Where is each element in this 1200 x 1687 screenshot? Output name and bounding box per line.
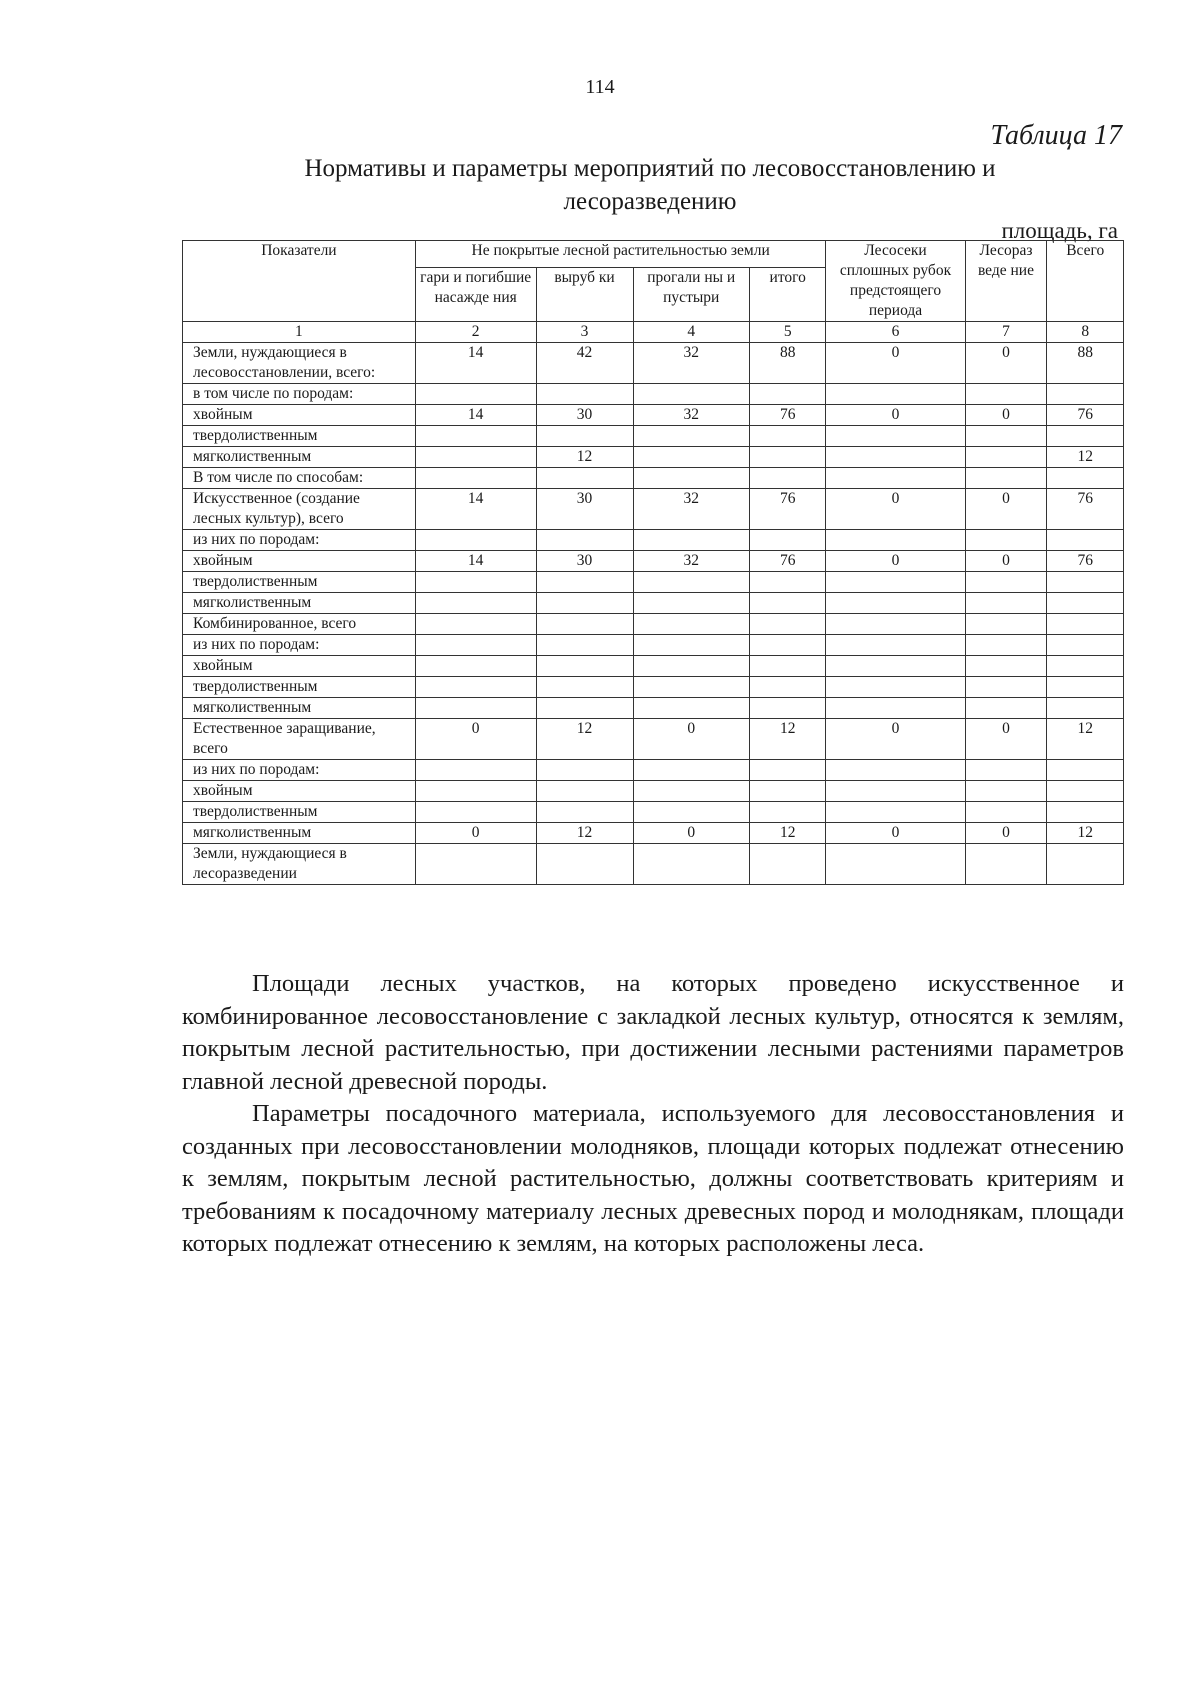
column-number-row bbox=[183, 322, 1124, 343]
table-cell bbox=[415, 468, 536, 489]
table-cell bbox=[1047, 530, 1124, 551]
table-cell bbox=[633, 802, 749, 823]
row-label: хвойным bbox=[183, 551, 416, 572]
table-cell bbox=[965, 844, 1047, 885]
table-cell bbox=[826, 468, 965, 489]
table-cell bbox=[633, 468, 749, 489]
table-cell bbox=[965, 426, 1047, 447]
table-cell bbox=[826, 426, 965, 447]
table-row bbox=[183, 614, 1124, 635]
table-cell bbox=[965, 656, 1047, 677]
table-cell bbox=[415, 760, 536, 781]
table-cell bbox=[749, 656, 826, 677]
table-cell bbox=[749, 698, 826, 719]
row-label: твердолиственным bbox=[183, 426, 416, 447]
table-cell bbox=[536, 384, 633, 405]
table-cell bbox=[749, 781, 826, 802]
column-number: 4 bbox=[633, 322, 749, 343]
column-number: 3 bbox=[536, 322, 633, 343]
table-cell: 30 bbox=[536, 551, 633, 572]
table-cell bbox=[1047, 677, 1124, 698]
table-cell bbox=[826, 698, 965, 719]
paragraph: Параметры посадочного материала, используемого для лесовосстановления и созданных при лесовосстановлении молодняков, площади которых подлежат отнесению к землям, покрытым лесной растительностью, должны соответствовать критериям и требованиям к посадочному материалу лесных древесных пород и молоднякам, площади которых подлежат отнесению к землям, на которых расположены леса. bbox=[182, 1100, 1124, 1257]
table-cell bbox=[749, 677, 826, 698]
column-number: 5 bbox=[749, 322, 826, 343]
table-cell bbox=[749, 530, 826, 551]
table-cell: 0 bbox=[826, 551, 965, 572]
table-cell bbox=[749, 614, 826, 635]
table-cell bbox=[965, 781, 1047, 802]
table-cell: 0 bbox=[415, 823, 536, 844]
table-cell bbox=[749, 593, 826, 614]
table-cell bbox=[1047, 844, 1124, 885]
table-cell: 76 bbox=[749, 551, 826, 572]
table-cell bbox=[826, 447, 965, 468]
table-cell bbox=[536, 698, 633, 719]
row-label: из них по породам: bbox=[183, 530, 416, 551]
unit-label: площадь, га bbox=[1001, 218, 1118, 243]
table-cell bbox=[415, 635, 536, 656]
table-cell: 12 bbox=[1047, 719, 1124, 760]
row-label: Искусственное (создание лесных культур), всего bbox=[183, 489, 416, 530]
table-cell: 32 bbox=[633, 489, 749, 530]
table-cell bbox=[415, 802, 536, 823]
table-cell bbox=[633, 677, 749, 698]
table-cell bbox=[415, 530, 536, 551]
table-cell bbox=[633, 781, 749, 802]
table-cell bbox=[749, 635, 826, 656]
table-cell: 76 bbox=[749, 489, 826, 530]
header-indicators: Показатели bbox=[183, 241, 416, 322]
table-cell: 32 bbox=[633, 343, 749, 384]
table-cell bbox=[415, 572, 536, 593]
table-cell: 0 bbox=[965, 719, 1047, 760]
row-label: твердолиственным bbox=[183, 572, 416, 593]
table-cell bbox=[749, 760, 826, 781]
table-cell: 0 bbox=[965, 405, 1047, 426]
header-afforestation: Лесораз веде ние bbox=[965, 241, 1047, 322]
header-clearings: прогали ны и пустыри bbox=[633, 268, 749, 322]
header-total: Всего bbox=[1047, 241, 1124, 322]
table-cell bbox=[749, 447, 826, 468]
table-cell bbox=[1047, 656, 1124, 677]
table-row bbox=[183, 760, 1124, 781]
table-cell bbox=[415, 656, 536, 677]
table-row bbox=[183, 802, 1124, 823]
row-label: хвойным bbox=[183, 405, 416, 426]
table-cell: 0 bbox=[415, 719, 536, 760]
table-cell bbox=[965, 760, 1047, 781]
table-cell: 0 bbox=[633, 719, 749, 760]
table-row bbox=[183, 844, 1124, 885]
table-cell: 88 bbox=[1047, 343, 1124, 384]
table-cell bbox=[965, 530, 1047, 551]
table-cell bbox=[536, 530, 633, 551]
table-cell bbox=[965, 802, 1047, 823]
table-row bbox=[183, 677, 1124, 698]
table-cell bbox=[965, 635, 1047, 656]
table-cell: 0 bbox=[965, 551, 1047, 572]
table-cell: 76 bbox=[1047, 551, 1124, 572]
row-label: Земли, нуждающиеся в лесовосстановлении, всего: bbox=[183, 343, 416, 384]
table-row bbox=[183, 719, 1124, 760]
row-label: из них по породам: bbox=[183, 760, 416, 781]
table-row bbox=[183, 698, 1124, 719]
table-cell bbox=[536, 844, 633, 885]
table-cell: 12 bbox=[749, 719, 826, 760]
header-burned: гари и погибшие насажде ния bbox=[415, 268, 536, 322]
table-cell bbox=[826, 844, 965, 885]
table-cell bbox=[415, 614, 536, 635]
column-number: 8 bbox=[1047, 322, 1124, 343]
table-cell: 12 bbox=[536, 719, 633, 760]
row-label: Комбинированное, всего bbox=[183, 614, 416, 635]
table-cell: 12 bbox=[536, 823, 633, 844]
header-cuttings: выруб ки bbox=[536, 268, 633, 322]
header-clear-cut-areas: Лесосеки сплошных рубок предстоящего периода bbox=[826, 241, 965, 322]
table-cell: 12 bbox=[1047, 823, 1124, 844]
table-cell bbox=[536, 760, 633, 781]
header-not-covered-lands: Не покрытые лесной растительностью земли bbox=[415, 241, 826, 268]
table-cell bbox=[826, 802, 965, 823]
row-label: из них по породам: bbox=[183, 635, 416, 656]
table-cell bbox=[826, 384, 965, 405]
table-cell: 0 bbox=[633, 823, 749, 844]
table-cell bbox=[536, 635, 633, 656]
row-label: мягколиственным bbox=[183, 698, 416, 719]
table-cell bbox=[415, 677, 536, 698]
table-cell: 32 bbox=[633, 405, 749, 426]
table-cell bbox=[633, 760, 749, 781]
page-number: 114 bbox=[585, 76, 615, 98]
norms-table bbox=[182, 240, 1124, 885]
table-cell bbox=[536, 614, 633, 635]
table-cell bbox=[536, 593, 633, 614]
table-cell bbox=[965, 468, 1047, 489]
table-cell bbox=[415, 384, 536, 405]
table-cell bbox=[826, 593, 965, 614]
column-number: 1 bbox=[183, 322, 416, 343]
row-label: твердолиственным bbox=[183, 802, 416, 823]
table-cell bbox=[826, 572, 965, 593]
row-label: твердолиственным bbox=[183, 677, 416, 698]
column-number: 6 bbox=[826, 322, 965, 343]
table-cell bbox=[536, 572, 633, 593]
table-cell bbox=[536, 468, 633, 489]
table-row bbox=[183, 405, 1124, 426]
table-cell bbox=[415, 426, 536, 447]
table-cell bbox=[1047, 760, 1124, 781]
row-label: хвойным bbox=[183, 781, 416, 802]
table-cell bbox=[536, 802, 633, 823]
table-cell bbox=[826, 614, 965, 635]
table-cell: 76 bbox=[1047, 489, 1124, 530]
table-cell bbox=[633, 656, 749, 677]
table-body bbox=[183, 343, 1124, 885]
table-cell bbox=[1047, 802, 1124, 823]
table-cell bbox=[536, 781, 633, 802]
table-cell: 12 bbox=[536, 447, 633, 468]
body-text bbox=[182, 968, 1124, 1261]
table-row bbox=[183, 530, 1124, 551]
table-cell bbox=[749, 468, 826, 489]
table-cell bbox=[633, 530, 749, 551]
table-cell bbox=[826, 656, 965, 677]
table-row bbox=[183, 593, 1124, 614]
table-row bbox=[183, 426, 1124, 447]
table-cell bbox=[965, 593, 1047, 614]
table-cell bbox=[536, 426, 633, 447]
table-row bbox=[183, 551, 1124, 572]
table-cell bbox=[633, 593, 749, 614]
table-cell bbox=[633, 698, 749, 719]
table-cell bbox=[1047, 698, 1124, 719]
paragraph: Площади лесных участков, на которых проведено искусственное и комбинированное лесовосстановление с закладкой лесных культур, относятся к землям, покрытым лесной растительностью, при достижении лесными растениями параметров главной лесной древесной породы. bbox=[182, 970, 1124, 1095]
table-cell bbox=[415, 698, 536, 719]
table-cell: 32 bbox=[633, 551, 749, 572]
table-cell bbox=[826, 677, 965, 698]
table-cell: 76 bbox=[749, 405, 826, 426]
table-row bbox=[183, 572, 1124, 593]
table-cell: 14 bbox=[415, 343, 536, 384]
table-cell: 0 bbox=[826, 489, 965, 530]
table-cell: 30 bbox=[536, 489, 633, 530]
column-number: 2 bbox=[415, 322, 536, 343]
table-cell bbox=[965, 572, 1047, 593]
table-cell: 0 bbox=[965, 823, 1047, 844]
table-cell bbox=[749, 572, 826, 593]
table-cell bbox=[965, 447, 1047, 468]
table-cell bbox=[965, 614, 1047, 635]
row-label: Земли, нуждающиеся в лесоразведении bbox=[183, 844, 416, 885]
table-cell bbox=[415, 593, 536, 614]
table-label: Таблица 17 bbox=[990, 120, 1122, 151]
table-row bbox=[183, 343, 1124, 384]
table-cell: 42 bbox=[536, 343, 633, 384]
table-cell bbox=[633, 614, 749, 635]
table-cell bbox=[1047, 593, 1124, 614]
table-cell bbox=[633, 572, 749, 593]
table-cell bbox=[1047, 572, 1124, 593]
table-cell bbox=[826, 781, 965, 802]
table-cell bbox=[826, 760, 965, 781]
table-cell bbox=[536, 677, 633, 698]
table-cell bbox=[749, 844, 826, 885]
row-label: мягколиственным bbox=[183, 593, 416, 614]
table-cell bbox=[633, 635, 749, 656]
table-cell bbox=[1047, 635, 1124, 656]
table-cell bbox=[633, 844, 749, 885]
table-cell bbox=[749, 426, 826, 447]
table-row bbox=[183, 447, 1124, 468]
table-row bbox=[183, 468, 1124, 489]
table-cell: 76 bbox=[1047, 405, 1124, 426]
row-label: мягколиственным bbox=[183, 447, 416, 468]
table-cell bbox=[633, 426, 749, 447]
table-cell bbox=[826, 635, 965, 656]
table-cell bbox=[1047, 781, 1124, 802]
table-cell bbox=[965, 384, 1047, 405]
table-cell: 14 bbox=[415, 551, 536, 572]
column-number: 7 bbox=[965, 322, 1047, 343]
table-cell: 12 bbox=[1047, 447, 1124, 468]
row-label: мягколиственным bbox=[183, 823, 416, 844]
table-cell: 0 bbox=[826, 405, 965, 426]
table-cell bbox=[965, 677, 1047, 698]
table-cell bbox=[633, 447, 749, 468]
table-cell: 12 bbox=[749, 823, 826, 844]
row-label: в том числе по породам: bbox=[183, 384, 416, 405]
table-row bbox=[183, 489, 1124, 530]
table-title: Нормативы и параметры мероприятий по лесовосстановлению и лесоразведению bbox=[304, 155, 996, 215]
row-label: В том числе по способам: bbox=[183, 468, 416, 489]
table-row bbox=[183, 823, 1124, 844]
row-label: хвойным bbox=[183, 656, 416, 677]
table-cell bbox=[633, 384, 749, 405]
table-cell bbox=[536, 656, 633, 677]
table-cell: 0 bbox=[826, 343, 965, 384]
header-subtotal: итого bbox=[749, 268, 826, 322]
table-cell bbox=[1047, 426, 1124, 447]
table-cell: 88 bbox=[749, 343, 826, 384]
table-cell bbox=[749, 384, 826, 405]
table-cell: 30 bbox=[536, 405, 633, 426]
table-cell: 0 bbox=[826, 823, 965, 844]
table-cell bbox=[1047, 468, 1124, 489]
table-cell: 14 bbox=[415, 405, 536, 426]
table-row bbox=[183, 384, 1124, 405]
table-cell bbox=[826, 530, 965, 551]
table-cell bbox=[415, 781, 536, 802]
table-cell bbox=[415, 447, 536, 468]
row-label: Естественное заращивание, всего bbox=[183, 719, 416, 760]
table-cell bbox=[415, 844, 536, 885]
table-cell bbox=[965, 698, 1047, 719]
table-cell bbox=[1047, 384, 1124, 405]
table-cell bbox=[749, 802, 826, 823]
table-cell: 14 bbox=[415, 489, 536, 530]
table-cell: 0 bbox=[965, 489, 1047, 530]
table-cell bbox=[1047, 614, 1124, 635]
table-row bbox=[183, 656, 1124, 677]
table-row bbox=[183, 781, 1124, 802]
table-cell: 0 bbox=[826, 719, 965, 760]
table-cell: 0 bbox=[965, 343, 1047, 384]
table-row bbox=[183, 635, 1124, 656]
